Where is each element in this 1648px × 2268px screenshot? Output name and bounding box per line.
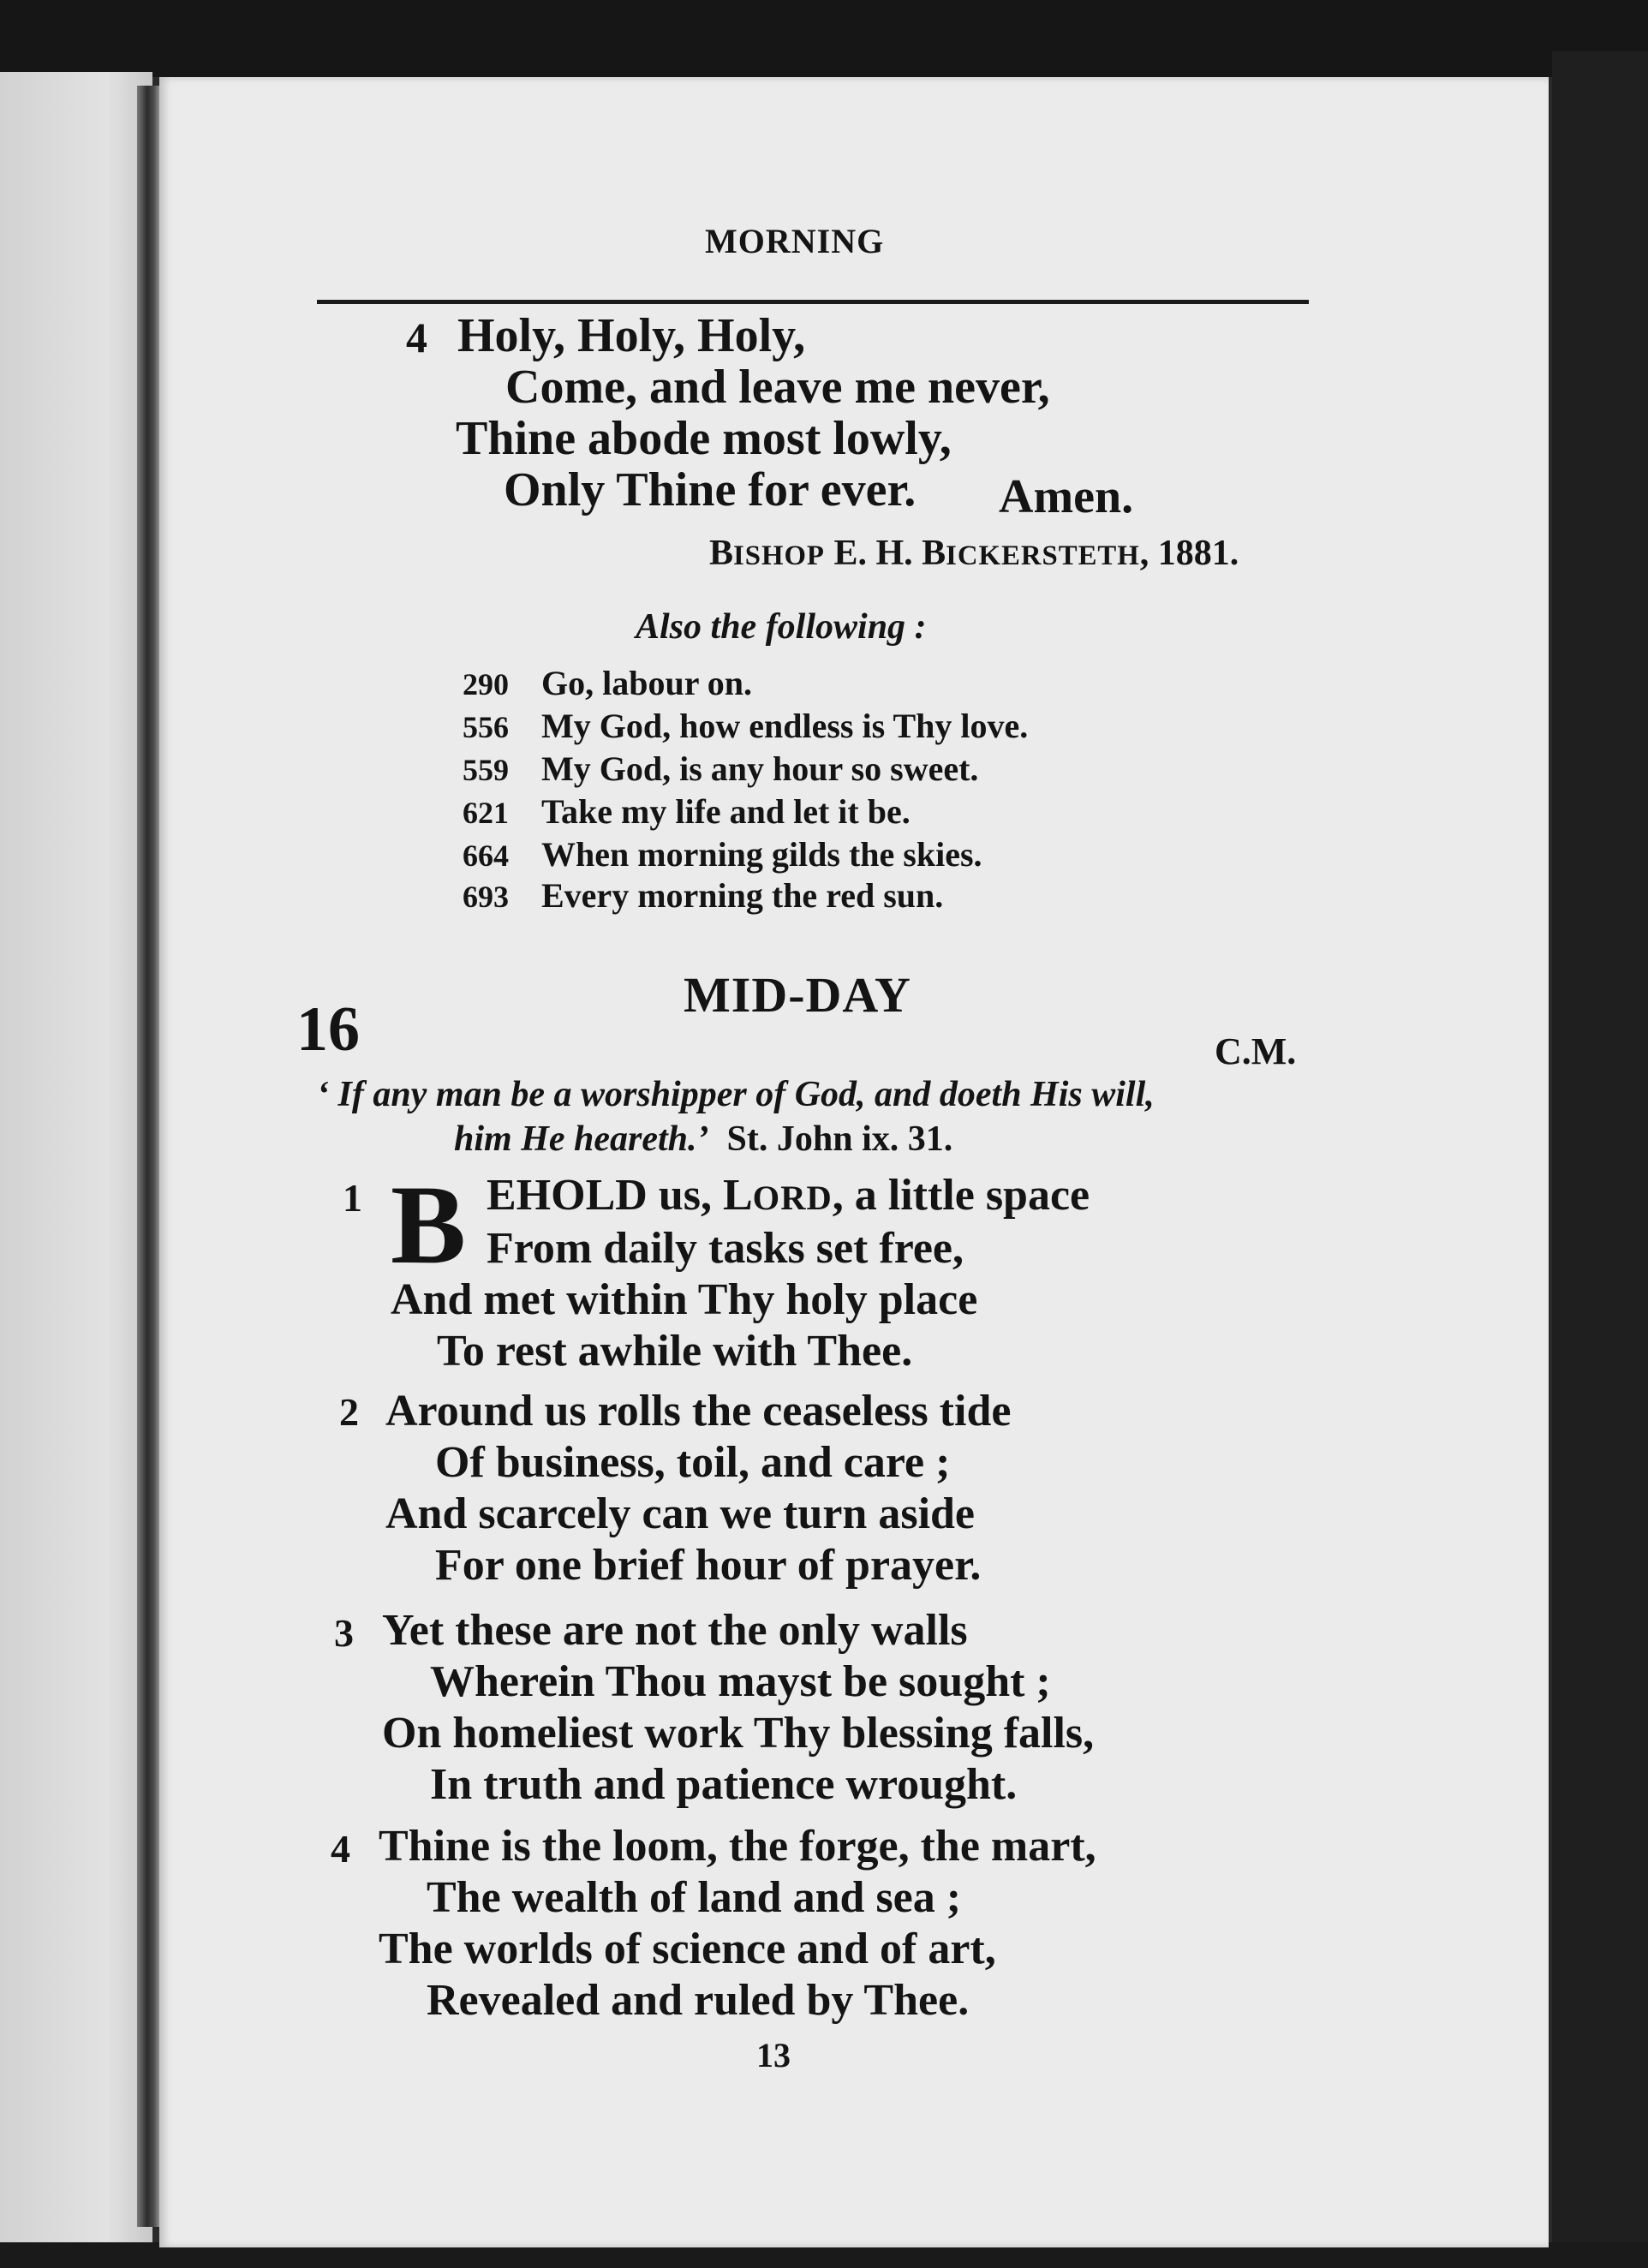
list-number: 621 xyxy=(463,796,509,830)
epigraph-continued: him He heareth.’ St. John ix. 31. xyxy=(454,1119,953,1159)
hymn-line: From daily tasks set free, xyxy=(487,1224,964,1273)
verse-line: Come, and leave me never, xyxy=(505,361,1050,414)
hymn-line: For one brief hour of prayer. xyxy=(435,1541,982,1590)
also-following-heading: Also the following : xyxy=(636,607,927,647)
stanza-number: 2 xyxy=(339,1390,359,1434)
book-gutter xyxy=(137,86,159,2227)
hymn-line: Wherein Thou mayst be sought ; xyxy=(430,1657,1051,1706)
list-number: 664 xyxy=(463,839,509,873)
verse-line: Thine abode most lowly, xyxy=(456,412,952,465)
stanza-number: 1 xyxy=(343,1176,362,1220)
scripture-reference: St. John ix. 31. xyxy=(726,1119,953,1159)
hymn-line: To rest awhile with Thee. xyxy=(437,1327,913,1376)
hymn-line: And scarcely can we turn aside xyxy=(385,1489,976,1538)
epigraph: ‘ If any man be a worshipper of God, and doeth His will, xyxy=(317,1075,1155,1114)
page-number: 13 xyxy=(756,2036,791,2074)
hymn-meter: C.M. xyxy=(1215,1030,1297,1072)
drop-cap: B xyxy=(391,1161,467,1287)
scan-frame-top xyxy=(0,0,1648,77)
hymn-line: Thine is the loom, the forge, the mart, xyxy=(379,1822,1096,1871)
list-title: Go, labour on. xyxy=(541,664,752,702)
list-title: When morning gilds the skies. xyxy=(541,835,982,874)
hymn-number: 16 xyxy=(296,994,360,1065)
facing-page-edge xyxy=(0,72,152,2268)
hymn-line: On homeliest work Thy blessing falls, xyxy=(382,1709,1095,1758)
list-number: 693 xyxy=(463,880,509,914)
list-number: 556 xyxy=(463,710,509,744)
verse-line: Holy, Holy, Holy, xyxy=(457,309,806,362)
header-rule xyxy=(317,300,1309,304)
stanza-number: 4 xyxy=(406,313,427,361)
author-attribution: BISHOP E. H. BICKERSTETH, 1881. xyxy=(709,534,1239,573)
list-title: My God, is any hour so sweet. xyxy=(541,749,979,788)
scan-frame-right xyxy=(1552,51,1648,2268)
hymn-line: Revealed and ruled by Thee. xyxy=(427,1976,970,2025)
list-title: Take my life and let it be. xyxy=(541,792,911,831)
verse-line: Only Thine for ever. xyxy=(504,463,917,516)
hymn-line: Yet these are not the only walls xyxy=(382,1606,968,1655)
hymn-line: Around us rolls the ceaseless tide xyxy=(385,1387,1012,1435)
list-title: Every morning the red sun. xyxy=(541,876,944,915)
hymn-line: In truth and patience wrought. xyxy=(430,1760,1018,1809)
list-title: My God, how endless is Thy love. xyxy=(541,707,1029,745)
hymn-line: And met within Thy holy place xyxy=(391,1275,978,1324)
hymn-line: The wealth of land and sea ; xyxy=(427,1873,962,1922)
section-heading: MID-DAY xyxy=(684,967,911,1023)
list-number: 559 xyxy=(463,753,509,787)
running-head: MORNING xyxy=(705,222,885,260)
hymn-line: EHOLD us, LORD, a little space xyxy=(487,1171,1090,1220)
list-number: 290 xyxy=(463,667,509,701)
stanza-number: 3 xyxy=(334,1611,354,1655)
hymn-line: Of business, toil, and care ; xyxy=(435,1438,951,1487)
hymn-line: The worlds of science and of art, xyxy=(379,1925,996,1973)
stanza-number: 4 xyxy=(331,1827,350,1871)
amen: Amen. xyxy=(999,470,1134,523)
